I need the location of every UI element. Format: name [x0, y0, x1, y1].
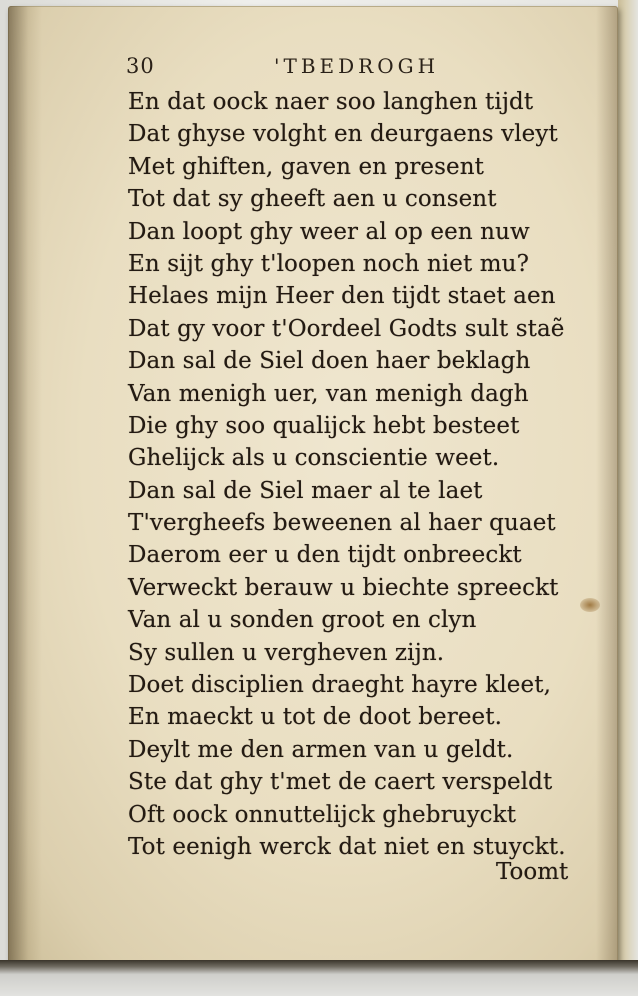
verse-line: Van menigh uer, van menigh dagh: [128, 380, 529, 407]
verse-line: Verweckt berauw u biechte spreeckt: [128, 574, 559, 601]
verse-line: Helaes mijn Heer den tijdt staet aen: [128, 283, 556, 310]
verse-line: Ste dat ghy t'met de caert verspeldt: [128, 769, 553, 796]
verse-line: Oft oock onnuttelijck ghebruyckt: [128, 801, 517, 828]
verse-line: Dan sal de Siel maer al te laet: [128, 477, 483, 504]
verse-line: Dat ghyse volght en deurgaens vleyt: [128, 121, 558, 148]
verse-line: En dat oock naer soo langhen tijdt: [128, 89, 534, 115]
paper-stain: [580, 598, 600, 612]
verse-line: Dat gy voor t'Oordeel Godts sult staẽ: [128, 315, 565, 342]
verse-line: Dan sal de Siel doen haer beklagh: [128, 348, 531, 375]
verse-line: Ghelijck als u conscientie weet.: [128, 445, 500, 472]
scan-bottom-edge: [0, 960, 638, 996]
verse-line: Tot eenigh werck dat niet en stuyckt.: [128, 833, 566, 860]
next-page-edge: [618, 0, 638, 996]
verse-line: Daerom eer u den tijdt onbreeckt: [128, 542, 522, 569]
book-page: [8, 6, 618, 964]
verse-line: T'vergheefs beweenen al haer quaet: [128, 510, 556, 537]
verse-line: Sy sullen u vergheven zijn.: [128, 639, 445, 666]
verse-line: Tot dat sy gheeft aen u consent: [128, 186, 497, 213]
page-number: 30: [126, 54, 155, 78]
verse-line: En sijt ghy t'loopen noch niet mu?: [128, 250, 530, 277]
catchword: Toomt: [496, 859, 569, 885]
verse-line: Met ghiften, gaven en present: [128, 153, 485, 180]
verse-line: Dan loopt ghy weer al op een nuw: [128, 218, 530, 245]
running-head: 'TBEDROGH: [274, 54, 440, 78]
verse-line: Doet disciplien draeght hayre kleet,: [128, 672, 551, 699]
page-header: [126, 54, 486, 84]
verse-line: Die ghy soo qualijck hebt besteet: [128, 412, 520, 439]
verse-line: Van al u sonden groot en clyn: [128, 607, 477, 634]
verse-line: En maeckt u tot de doot bereet.: [128, 704, 503, 731]
verse-text: [128, 86, 598, 863]
verse-line: Deylt me den armen van u geldt.: [128, 736, 514, 763]
